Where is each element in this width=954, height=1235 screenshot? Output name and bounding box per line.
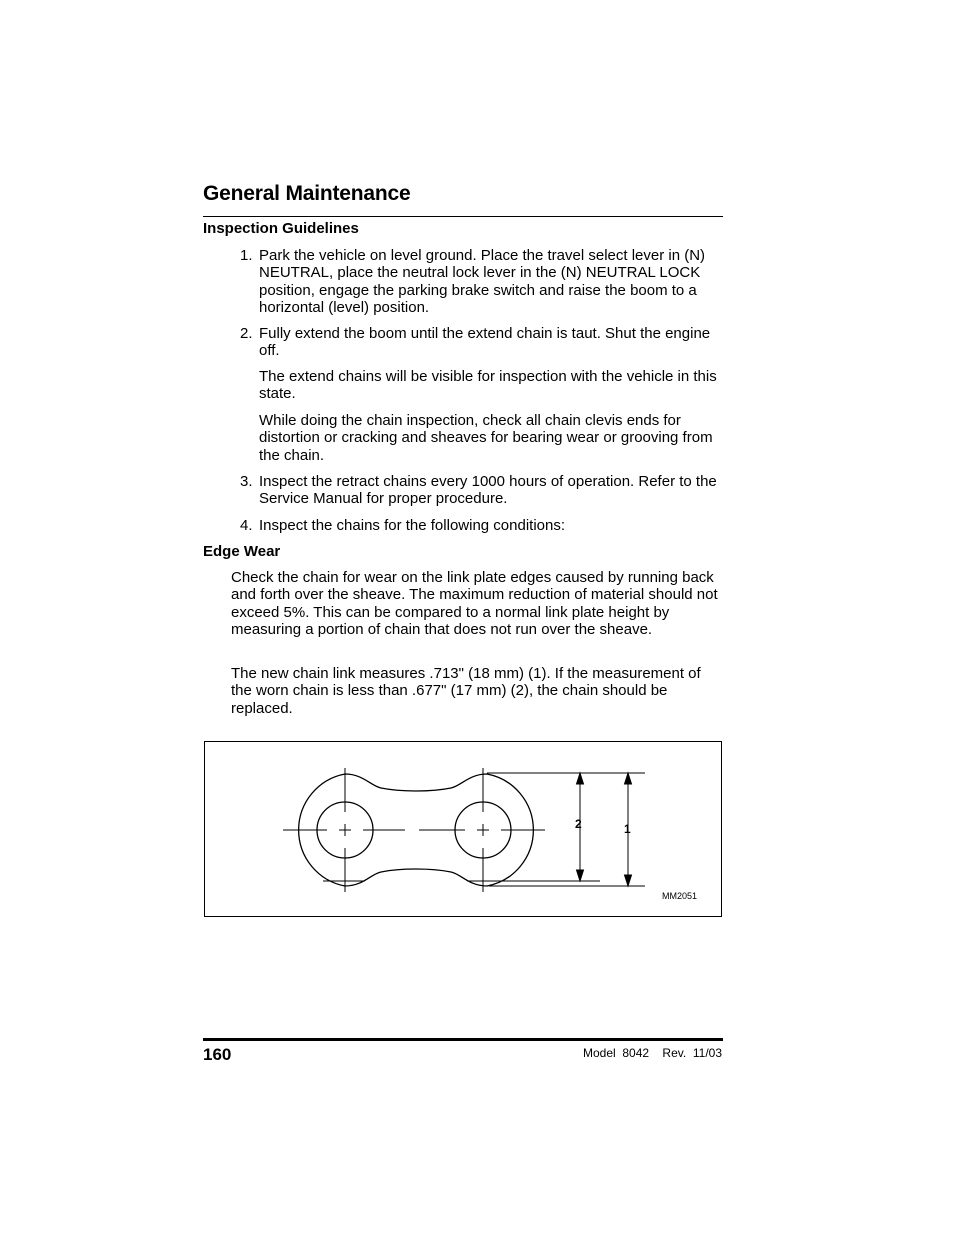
step-text: Fully extend the boom until the extend chain is taut. Shut the engine off. [259,325,711,360]
title-divider [203,216,723,217]
footer-spacer [649,1046,662,1060]
center-lines [283,768,545,892]
chain-link-diagram [205,742,723,918]
section-heading-inspection: Inspection Guidelines [203,220,359,237]
list-item-step-4 [240,517,725,534]
step-text: Inspect the chains for the following conditions: [259,517,566,534]
step-text: Park the vehicle on level ground. Place the travel select lever in (N) NEUTRAL, place the neutral lock lever in the (N) NEUTRAL LOCK position, engage the parking brake switch and raise the boom to a horizontal (level) position. [259,247,706,316]
edge-wear-paragraph-1: Check the chain for wear on the link plate edges caused by running back and forth over the sheave. The maximum reduction of material should not exceed 5%. This can be compared to a normal link plate height by measuring a portion of chain that does not run over the sheave. [231,569,718,638]
dimension-label-1: 1 [624,822,631,836]
footer-model-revision [583,1046,722,1060]
chain-link-figure [204,741,722,917]
step-number: 3. [240,473,253,490]
edge-wear-paragraph-2: The new chain link measures .713" (18 mm) (1). If the measurement of the worn chain is less than .677" (17 mm) (2), the chain should be replaced. [231,665,701,717]
footer-revision: Rev. 11/03 [662,1046,722,1060]
step-number: 2. [240,325,253,342]
list-item-step-1 [240,247,725,316]
step-2-note-clevis: While doing the chain inspection, check all chain clevis ends for distortion or cracking and sheaves for bearing wear or grooving from the chain. [259,412,713,464]
dimension-label-2: 2 [575,817,582,831]
step-number: 1. [240,247,253,264]
page-title: General Maintenance [203,182,411,205]
step-text: Inspect the retract chains every 1000 hours of operation. Refer to the Service Manual for proper procedure. [259,473,717,508]
footer-divider [203,1038,723,1041]
chain-link-plate [299,774,534,886]
footer-model: Model 8042 [583,1046,650,1060]
step-number: 4. [240,517,253,534]
list-item-step-3 [240,473,725,508]
section-heading-edge-wear: Edge Wear [203,543,281,560]
page-number: 160 [203,1045,232,1064]
step-2-note-visibility: The extend chains will be visible for inspection with the vehicle in this state. [259,368,717,403]
list-item-step-2 [240,325,725,360]
figure-code: MM2051 [662,891,698,901]
